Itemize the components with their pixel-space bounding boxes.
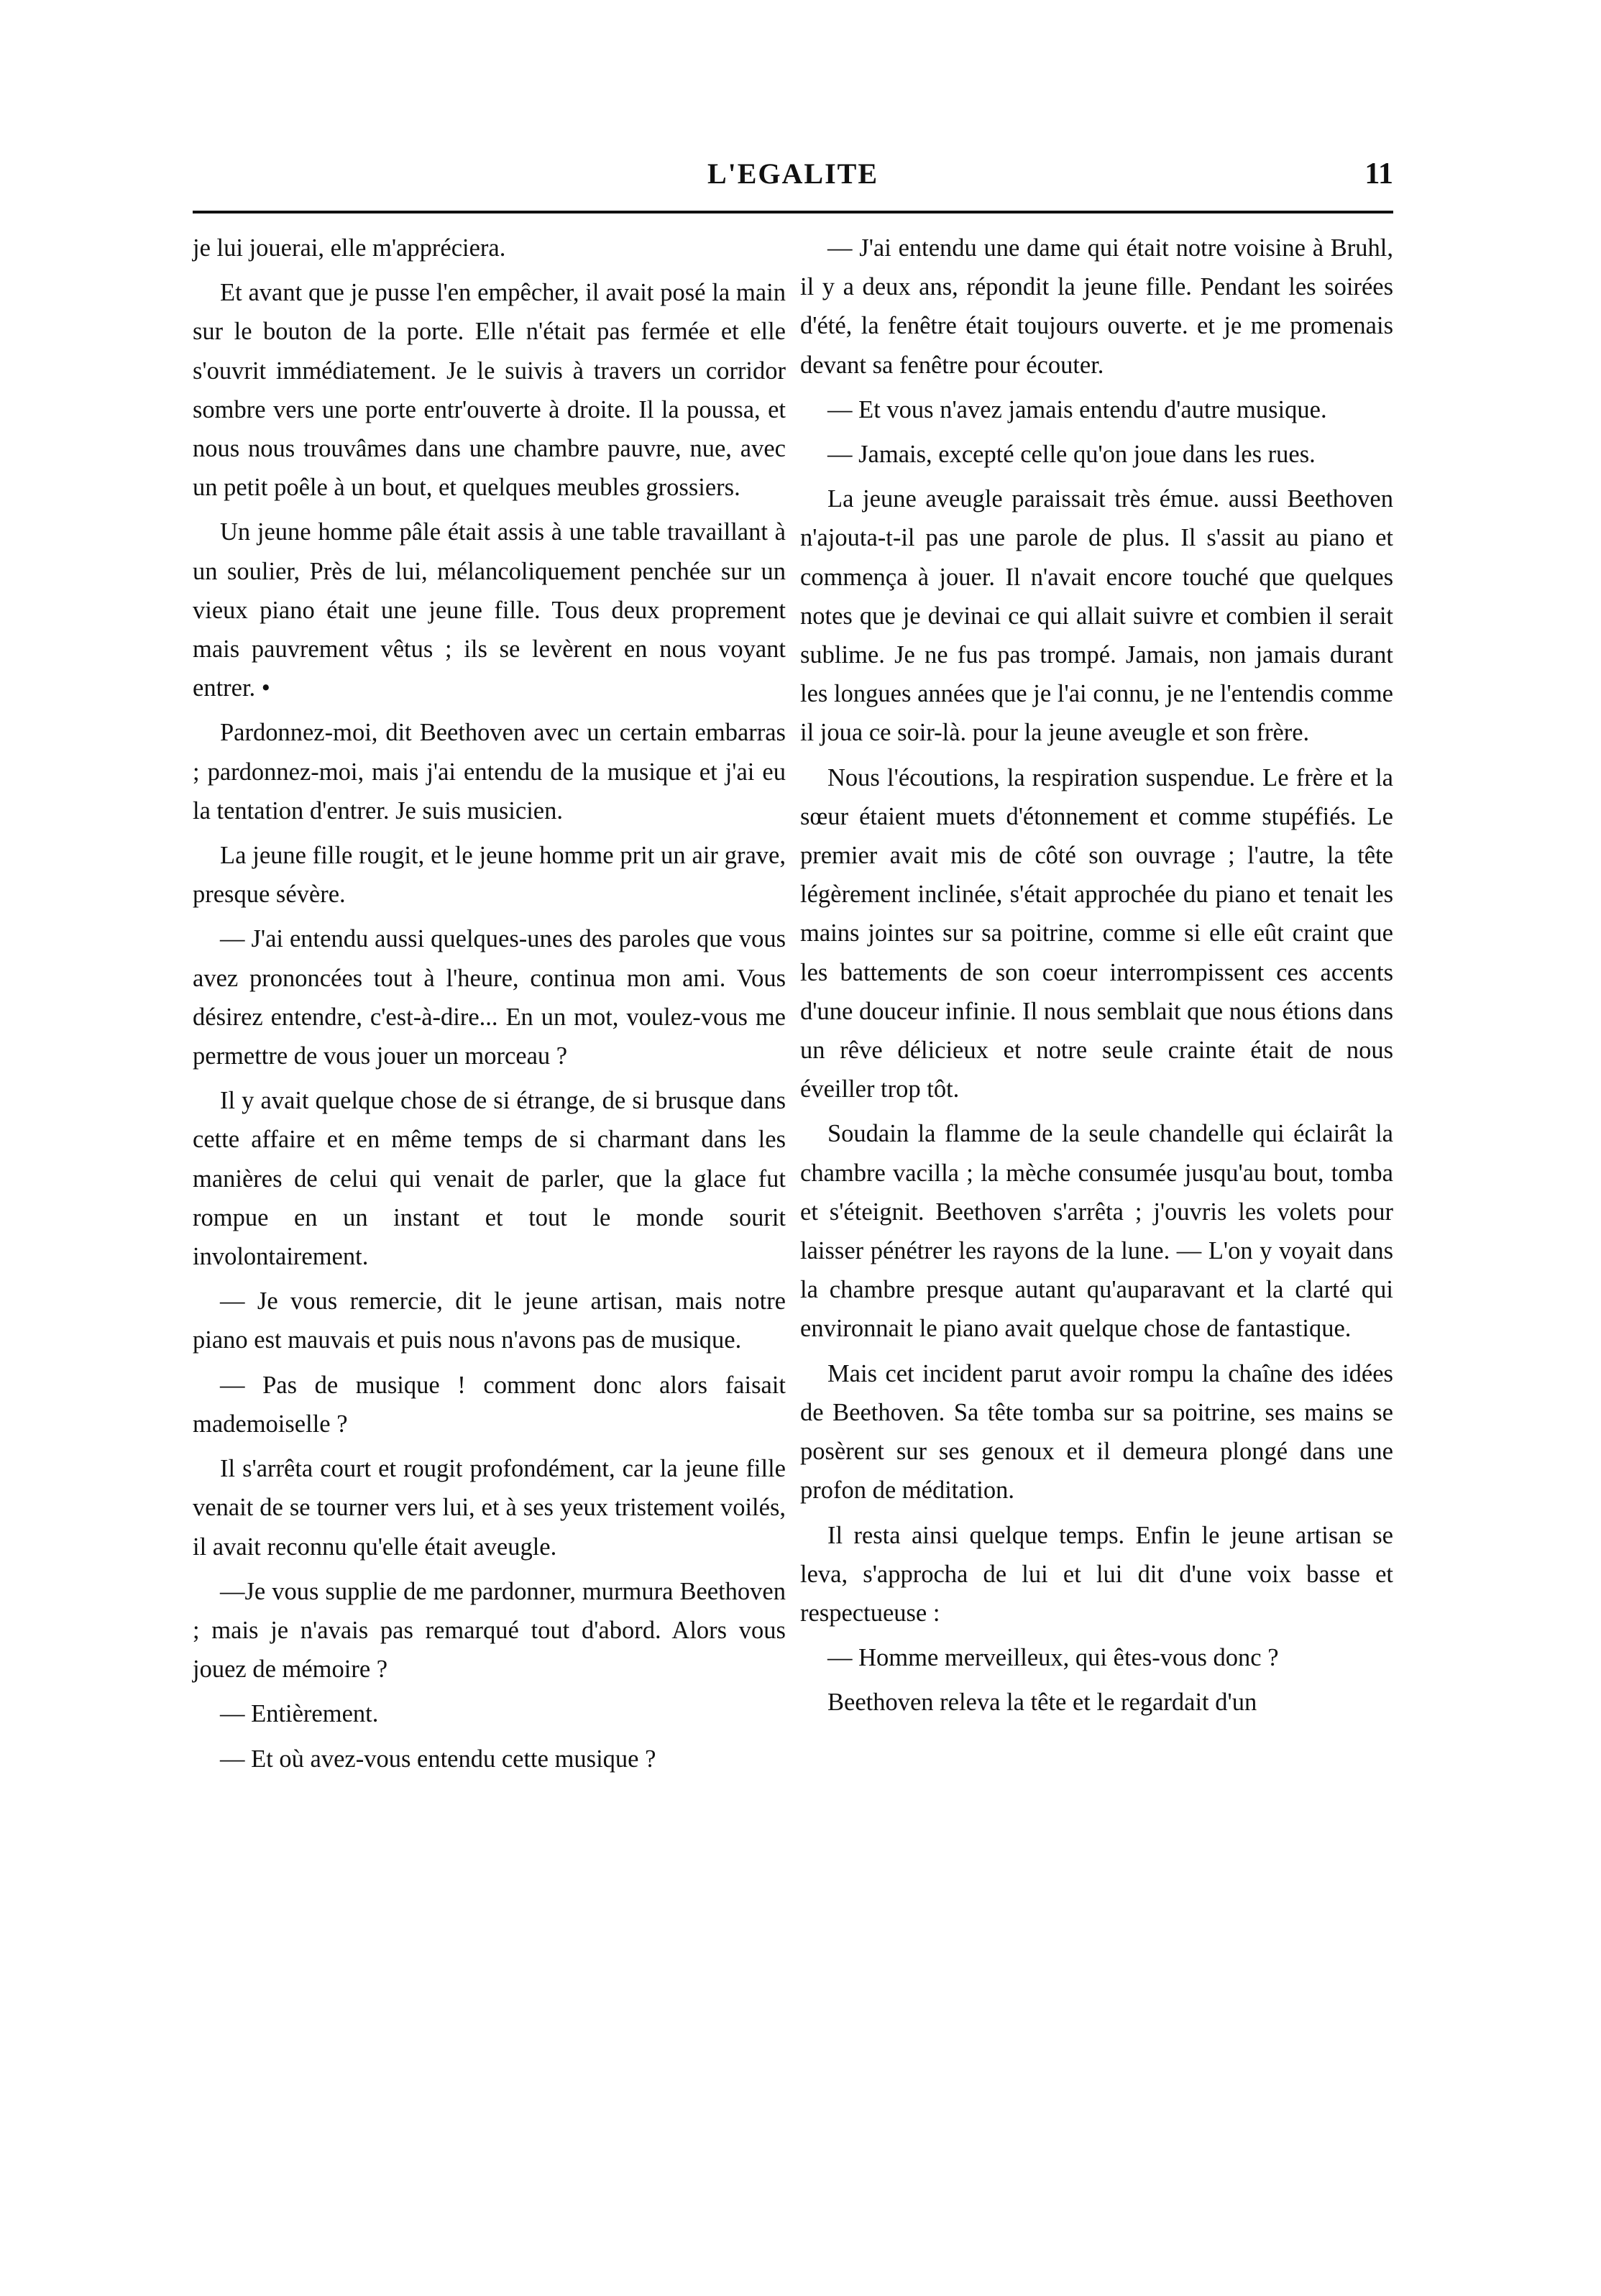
- paragraph: — Entièrement.: [220, 1700, 379, 1728]
- paragraph: — J'ai entendu aussi quelques-unes des paroles que vous avez prononcées tout à l'heure, continua mon ami. Vous désirez entendre, c'est-à-dire... En un mot, voulez-vous me permettre de vous jouer un morceau ?: [193, 925, 786, 1070]
- paragraph: — Jamais, excepté celle qu'on joue dans les rues.: [827, 441, 1316, 469]
- paragraph: — Et vous n'avez jamais entendu d'autre musique.: [827, 395, 1327, 423]
- paragraph: Soudain la flamme de la seule chandelle qui éclairât la chambre vacilla ; la mèche consumée jusqu'au bout, tomba et s'éteignit. Beethoven s'arrêta ; j'ouvris les volets pour laisser pénétrer les rayons de la lune. — L'on y voyait dans la chambre presque autant qu'auparavant et la clarté qui environnait le piano avait quelque chose de fantastique.: [800, 1120, 1393, 1343]
- paragraph: Mais cet incident parut avoir rompu la chaîne des idées de Beethoven. Sa tête tomba sur sa poitrine, ses mains se posèrent sur ses genoux et il demeura plongé dans une profon de méditation.: [800, 1359, 1393, 1505]
- paragraph: Beethoven releva la tête et le regardait d'un: [827, 1689, 1257, 1717]
- paragraph: — J'ai entendu une dame qui était notre voisine à Bruhl, il y a deux ans, répondit la jeune fille. Pendant les soirées d'été, la fenêtre était toujours ouverte. et je me promenais devant sa fenêtre pour écouter.: [800, 234, 1393, 379]
- paragraph: La jeune aveugle paraissait très émue. aussi Beethoven n'ajouta-t-il pas une parole de plus. Il s'assit au piano et commença à jouer. Il n'avait encore touché que quelques notes que je devinai ce qui allait suivre et combien il serait sublime. Je ne fus pas trompé. Jamais, non jamais durant les longues années que je l'ai connu, je ne l'entendis comme il joua ce soir-là. pour la jeune aveugle et son frère.: [800, 485, 1393, 747]
- paragraph: — Pas de musique ! comment donc alors faisait mademoiselle ?: [193, 1371, 786, 1438]
- page-number: 11: [1364, 157, 1393, 190]
- journal-title: L'EGALITE: [707, 157, 879, 190]
- paragraph: Il y avait quelque chose de si étrange, de si brusque dans cette affaire et en même temps de si charmant dans les manières de celui qui venait de parler, que la glace fut rompue en un instant et tout le monde sourit involontairement.: [193, 1087, 786, 1271]
- paragraph: Il resta ainsi quelque temps. Enfin le jeune artisan se leva, s'approcha de lui et lui dit d'une voix basse et respectueuse :: [800, 1521, 1393, 1627]
- paragraph: — Et où avez-vous entendu cette musique ?: [220, 1745, 656, 1773]
- paragraph: — Homme merveilleux, qui êtes-vous donc ?: [827, 1644, 1279, 1672]
- paragraph: je lui jouerai, elle m'appréciera.: [193, 234, 506, 262]
- paragraph: —Je vous supplie de me pardonner, murmura Beethoven ; mais je n'avais pas remarqué tout d'abord. Alors vous jouez de mémoire ?: [193, 1577, 786, 1684]
- paragraph: Un jeune homme pâle était assis à une table travaillant à un soulier, Près de lui, mélancoliquement penchée sur un vieux piano était une jeune fille. Tous deux proprement mais pauvrement vêtus ; ils se levèrent en nous voyant entrer. •: [193, 518, 786, 702]
- left-column: [193, 229, 786, 1784]
- paragraph: Et avant que je pusse l'en empêcher, il avait posé la main sur le bouton de la porte. Elle n'était pas fermée et elle s'ouvrit immédiatement. Je le suivis à travers un corridor sombre vers une porte entr'ouverte à droite. Il la poussa, et nous nous trouvâmes dans une chambre pauvre, nue, avec un petit poêle à un bout, et quelques meubles grossiers.: [193, 279, 786, 502]
- paragraph: La jeune fille rougit, et le jeune homme prit un air grave, presque sévère.: [193, 842, 786, 909]
- running-head: [193, 157, 1393, 200]
- header-rule: [193, 211, 1393, 213]
- paragraph: Il s'arrêta court et rougit profondément, car la jeune fille venait de se tourner vers lui, et à ses yeux tristement voilés, il avait reconnu qu'elle était aveugle.: [193, 1455, 786, 1561]
- paragraph: Nous l'écoutions, la respiration suspendue. Le frère et la sœur étaient muets d'étonnement et comme stupéfiés. Le premier avait mis de côté son ouvrage ; l'autre, la tête légèrement inclinée, s'était approchée du piano et tenait les mains jointes sur sa poitrine, comme si elle eût craint que les battements de son coeur interrompissent ces accents d'une douceur infinie. Il nous semblait que nous étions dans un rêve délicieux et notre seule crainte était de nous éveiller trop tôt.: [800, 763, 1393, 1103]
- right-column: [800, 229, 1393, 1728]
- paragraph: — Je vous remercie, dit le jeune artisan, mais notre piano est mauvais et puis nous n'avons pas de musique.: [193, 1287, 786, 1354]
- paragraph: Pardonnez-moi, dit Beethoven avec un certain embarras ; pardonnez-moi, mais j'ai entendu de la musique et j'ai eu la tentation d'entrer. Je suis musicien.: [193, 719, 786, 825]
